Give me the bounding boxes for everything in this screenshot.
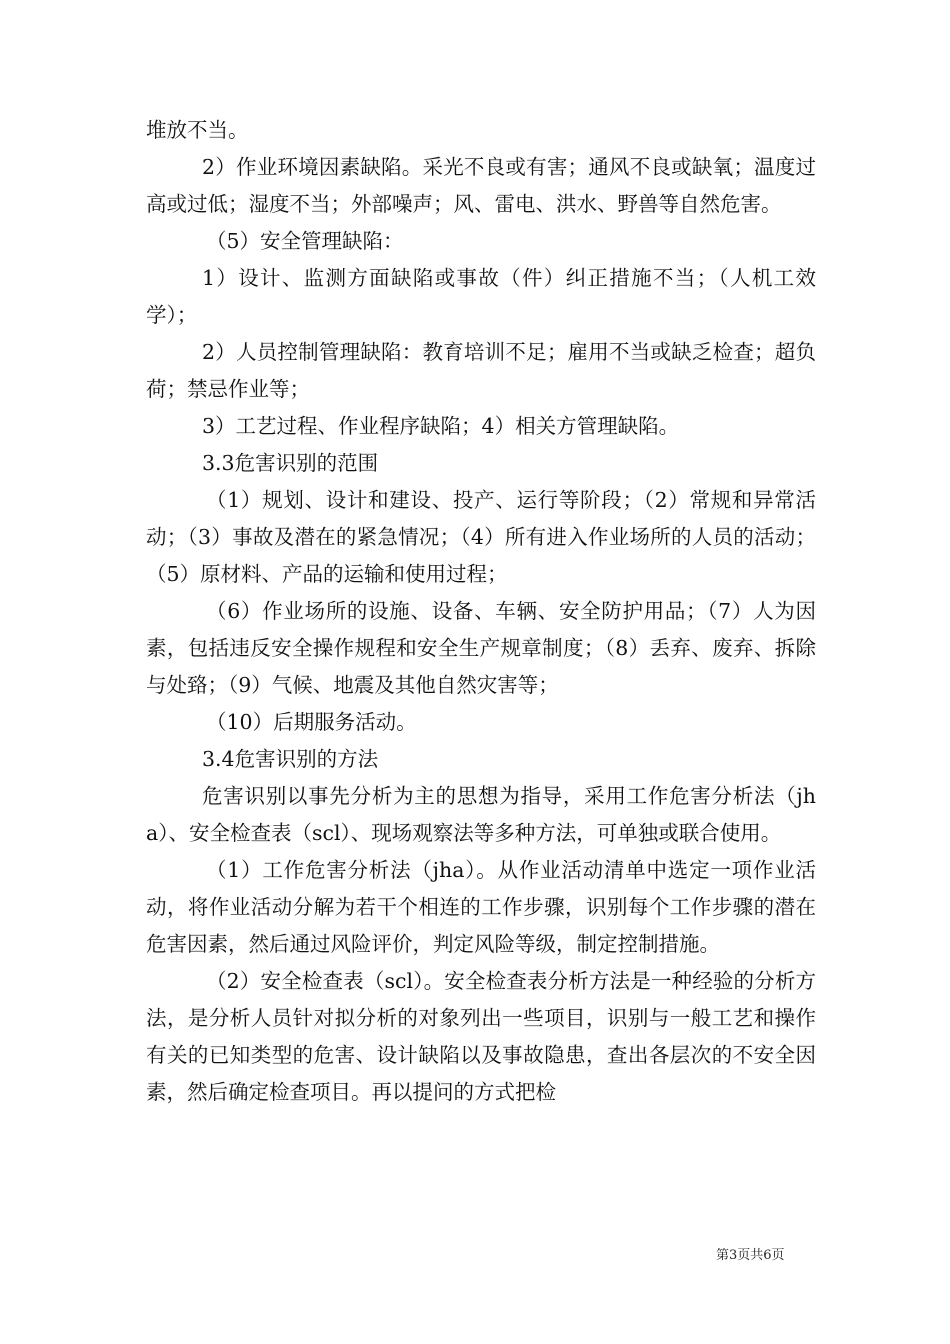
paragraph: 1）设计、监测方面缺陷或事故（件）纠正措施不当；（人机工效学）； [146, 266, 816, 327]
paragraph: 2）作业环境因素缺陷。采光不良或有害；通风不良或缺氧；温度过高或过低；湿度不当；外部噪声；风、雷电、洪水、野兽等自然危害。 [146, 155, 816, 216]
paragraph: （10）后期服务活动。 [206, 710, 417, 734]
section-heading: 3.4危害识别的方法 [202, 747, 379, 771]
paragraph: （2）安全检查表（scl）。安全检查表分析方法是一种经验的分析方法，是分析人员针对拟分析的对象列出一些项目，识别与一般工艺和操作有关的已知类型的危害、设计缺陷以及事故隐患，查出各层次的不安全因素，然后确定检查项目。再以提问的方式把检 [146, 969, 816, 1104]
paragraph: 堆放不当。 [146, 118, 249, 142]
paragraph: （5）安全管理缺陷： [206, 229, 404, 253]
paragraph: 3）工艺过程、作业程序缺陷；4）相关方管理缺陷。 [202, 414, 680, 438]
paragraph: （6）作业场所的设施、设备、车辆、安全防护用品；（7）人为因素，包括违反安全操作规程和安全生产规章制度；（8）丢弃、废弃、拆除与处臵；（9）气候、地震及其他自然灾害等； [146, 599, 816, 697]
paragraph: （1）规划、设计和建设、投产、运行等阶段；（2）常规和异常活动；（3）事故及潜在的紧急情况；（4）所有进入作业场所的人员的活动；（5）原材料、产品的运输和使用过程； [146, 488, 816, 586]
section-heading: 3.3危害识别的范围 [202, 451, 379, 475]
paragraph: 危害识别以事先分析为主的思想为指导，采用工作危害分析法（jha）、安全检查表（scl）、现场观察法等多种方法，可单独或联合使用。 [146, 784, 816, 845]
paragraph: 2）人员控制管理缺陷：教育培训不足；雇用不当或缺乏检查；超负荷；禁忌作业等； [146, 340, 816, 401]
document-body [146, 112, 816, 1111]
page-number-footer: 第3页共6页 [716, 1248, 785, 1263]
paragraph: （1）工作危害分析法（jha）。从作业活动清单中选定一项作业活动，将作业活动分解为若干个相连的工作步骤，识别每个工作步骤的潜在危害因素，然后通过风险评价，判定风险等级，制定控制措施。 [146, 858, 816, 956]
